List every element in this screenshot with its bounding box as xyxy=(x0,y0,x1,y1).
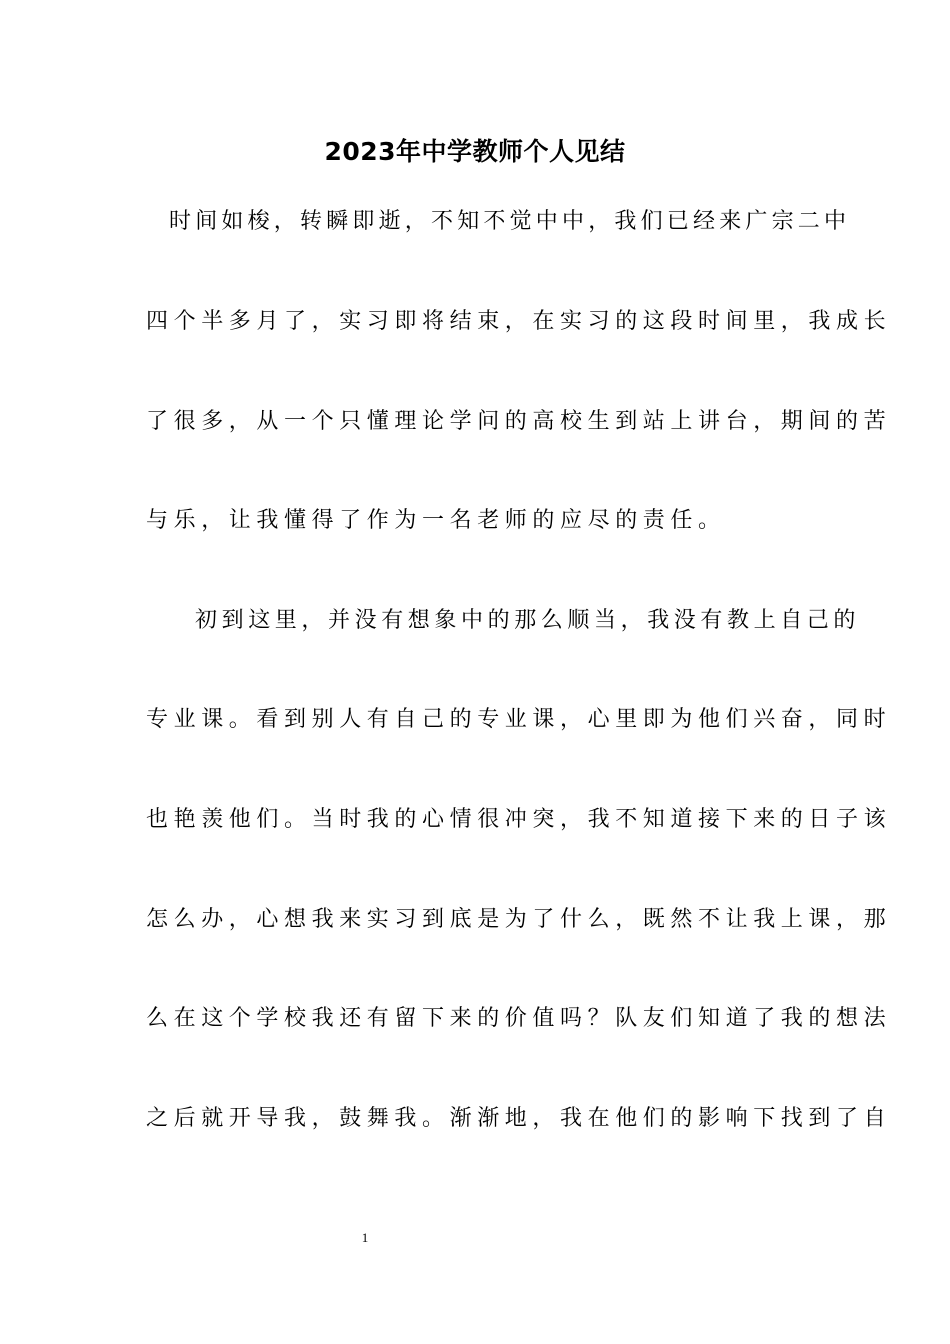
paragraph-line: 四个半多月了，实习即将结束，在实习的这段时间里，我成长 xyxy=(146,309,892,334)
document-title: 2023年中学教师个人见结 xyxy=(324,137,626,166)
paragraph-line: 么在这个学校我还有留下来的价值吗？队友们知道了我的想法 xyxy=(146,1006,892,1031)
paragraph-line: 专业课。看到别人有自己的专业课，心里即为他们兴奋，同时 xyxy=(146,707,892,732)
paragraph-line: 了很多，从一个只懂理论学问的高校生到站上讲台，期间的苦 xyxy=(146,409,892,434)
page-number: 1 xyxy=(361,1230,369,1245)
paragraph-line: 与乐，让我懂得了作为一名老师的应尽的责任。 xyxy=(146,508,726,533)
paragraph-line: 也艳羡他们。当时我的心情很冲突，我不知道接下来的日子该 xyxy=(146,807,892,832)
paragraph-line: 之后就开导我，鼓舞我。渐渐地，我在他们的影响下找到了自 xyxy=(146,1106,892,1131)
paragraph-line: 怎么办，心想我来实习到底是为了什么，既然不让我上课，那 xyxy=(146,907,892,932)
paragraph-line: 初到这里，并没有想象中的那么顺当，我没有教上自己的 xyxy=(195,608,861,633)
paragraph-line: 时间如梭，转瞬即逝，不知不觉中中，我们已经来广宗二中 xyxy=(169,209,851,234)
